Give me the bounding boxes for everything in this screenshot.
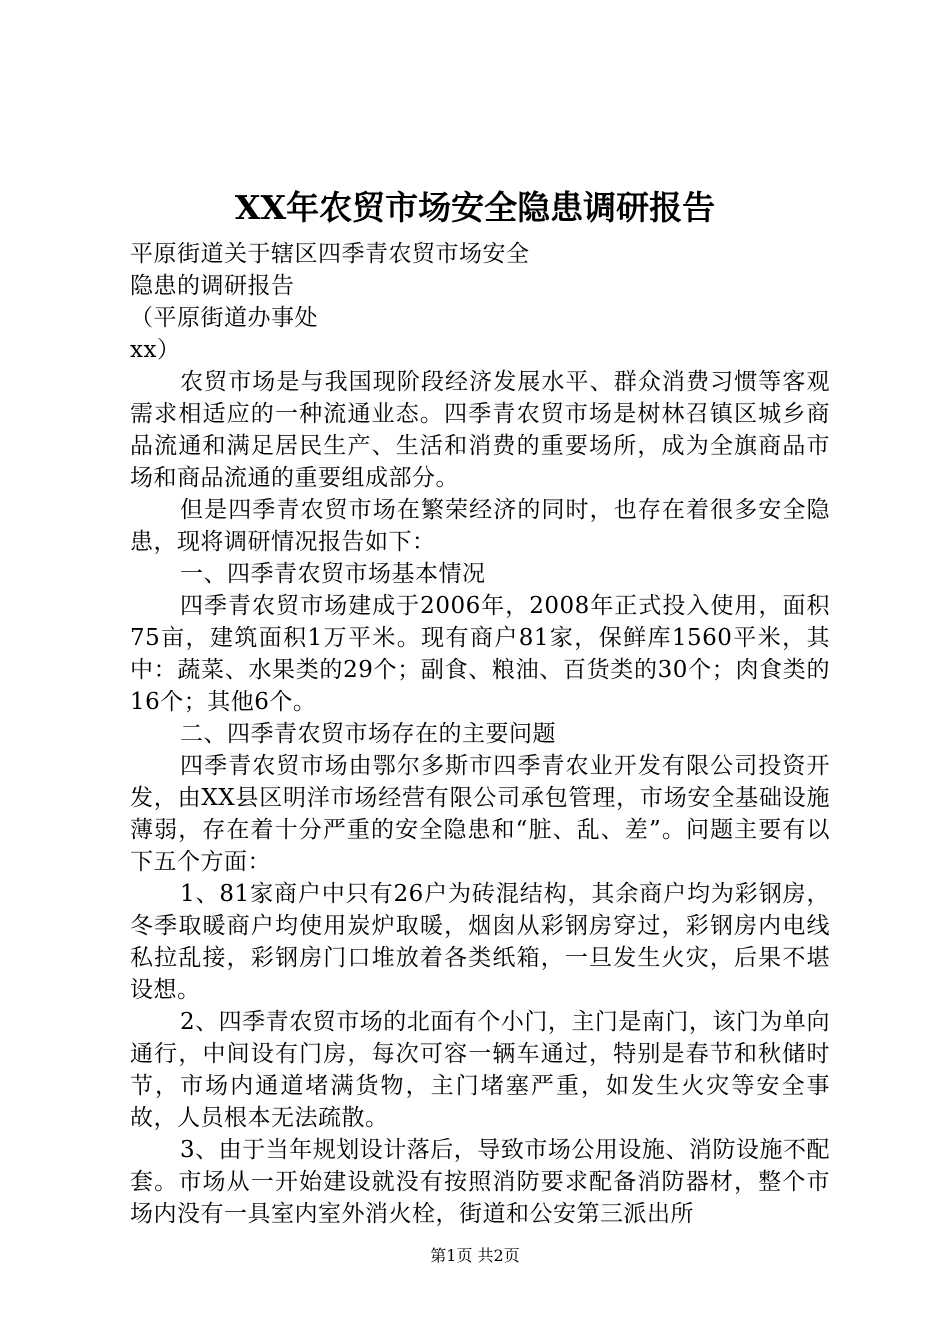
paragraph: 四季青农贸市场由鄂尔多斯市四季青农业开发有限公司投资开发，由XX县区明洋市场经营有限公司承包管理，市场安全基础设施薄弱，存在着十分严重的安全隐患和“脏、乱、差”。问题主要有以下五个方面：	[130, 753, 830, 875]
paragraph: 农贸市场是与我国现阶段经济发展水平、群众消费习惯等客观需求相适应的一种流通业态。四季青农贸市场是树林召镇区城乡商品流通和满足居民生产、生活和消费的重要场所，成为全旗商品市场和商品流通的重要组成部分。	[130, 369, 830, 491]
header-line: xx）	[130, 337, 181, 363]
paragraph: 但是四季青农贸市场在繁荣经济的同时，也存在着很多安全隐患，现将调研情况报告如下：	[130, 497, 830, 555]
header-line: 隐患的调研报告	[130, 273, 295, 299]
document-title: XX年农贸市场安全隐患调研报告	[234, 188, 716, 227]
paragraph: 四季青农贸市场建成于2006年，2008年正式投入使用，面积75亩，建筑面积1万平米。现有商户81家，保鲜库1560平米，其中：蔬菜、水果类的29个；副食、粮油、百货类的30个；肉食类的16个；其他6个。	[130, 593, 830, 715]
header-line: 平原街道关于辖区四季青农贸市场安全	[130, 241, 530, 267]
section-heading: 一、四季青农贸市场基本情况	[180, 561, 486, 587]
paragraph: 2、四季青农贸市场的北面有个小门，主门是南门，该门为单向通行，中间设有门房，每次可容一辆车通过，特别是春节和秋储时节，市场内通道堵满货物，主门堵塞严重，如发生火灾等安全事故，人员根本无法疏散。	[130, 1009, 830, 1131]
section-heading: 二、四季青农贸市场存在的主要问题	[180, 721, 556, 747]
paragraph: 1、81家商户中只有26户为砖混结构，其余商户均为彩钢房，冬季取暖商户均使用炭炉取暖，烟囱从彩钢房穿过，彩钢房内电线私拉乱接，彩钢房门口堆放着各类纸箱，一旦发生火灾，后果不堪设想。	[130, 881, 830, 1003]
paragraph: 3、由于当年规划设计落后，导致市场公用设施、消防设施不配套。市场从一开始建设就没有按照消防要求配备消防器材，整个市场内没有一具室内室外消火栓，街道和公安第三派出所	[130, 1137, 830, 1227]
page-footer: 第1页 共2页	[430, 1246, 520, 1265]
header-line: （平原街道办事处	[130, 305, 318, 331]
document-body	[130, 238, 830, 1230]
